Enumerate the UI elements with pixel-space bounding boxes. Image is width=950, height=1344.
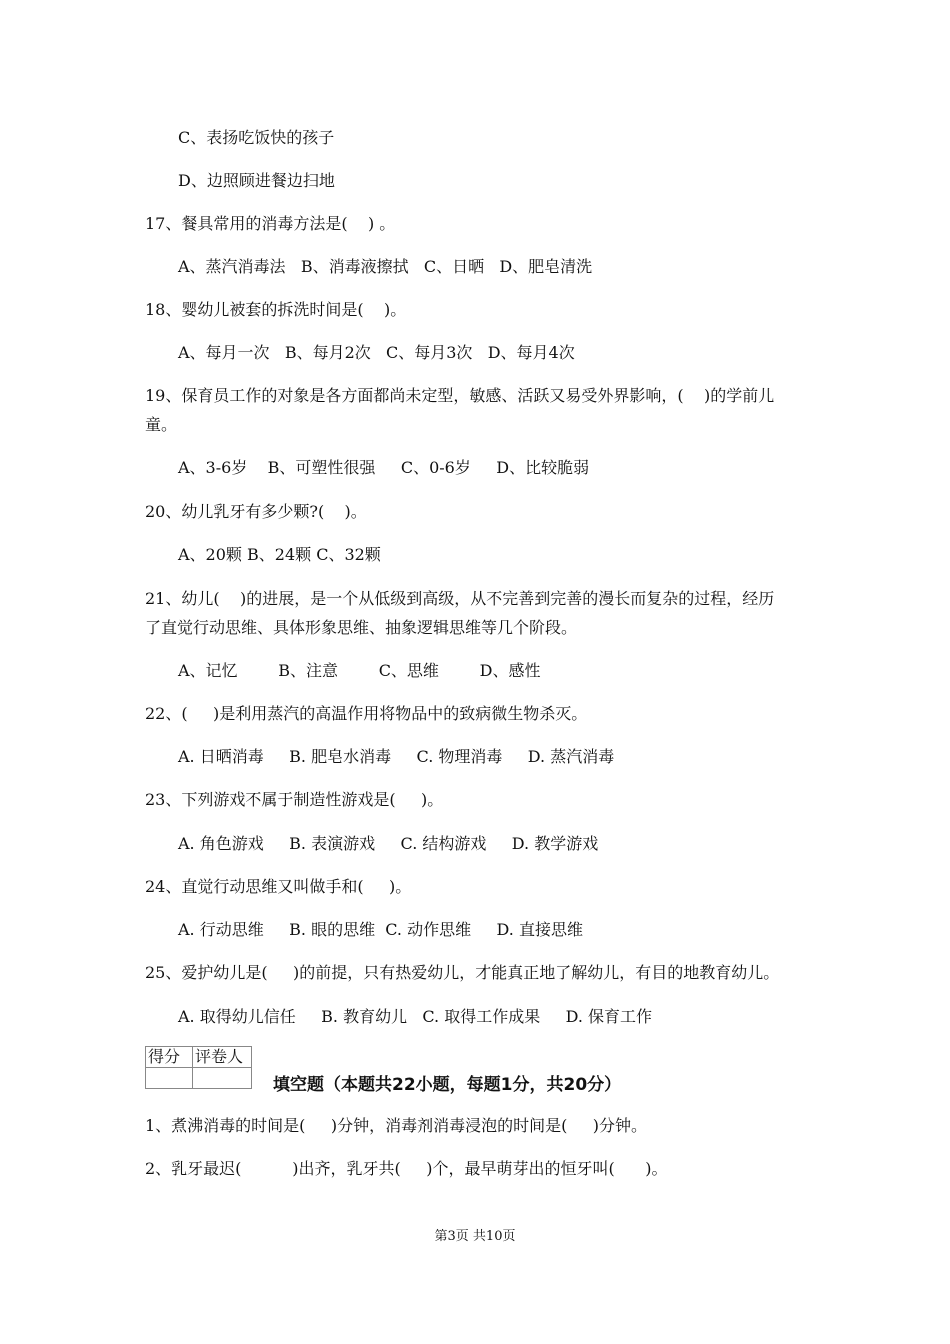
question-18-options: A、每月一次 B、每月2次 C、每月3次 D、每月4次: [178, 343, 575, 362]
fill-blank-1: 1、煮沸消毒的时间是( )分钟，消毒剂消毒浸泡的时间是( )分钟。: [145, 1116, 648, 1135]
question-24-options: A. 行动思维 B. 眼的思维 C. 动作思维 D. 直接思维: [178, 920, 583, 939]
question-21-continued: 了直觉行动思维、具体形象思维、抽象逻辑思维等几个阶段。: [145, 618, 578, 637]
grader-header: 评卷人: [193, 1047, 252, 1068]
question-20: 20、幼儿乳牙有多少颗?( )。: [145, 502, 367, 521]
question-19-continued: 童。: [145, 415, 178, 434]
question-17: 17、餐具常用的消毒方法是( ) 。: [145, 214, 396, 233]
question-17-options: A、蒸汽消毒法 B、消毒液擦拭 C、日晒 D、肥皂清洗: [178, 257, 593, 276]
question-25: 25、爱护幼儿是( )的前提，只有热爱幼儿，才能真正地了解幼儿，有目的地教育幼儿。: [145, 963, 780, 982]
section-title: 填空题（本题共22小题，每题1分，共20分）: [273, 1075, 622, 1095]
q16-option-d: D、边照顾进餐边扫地: [178, 171, 335, 190]
question-25-options: A. 取得幼儿信任 B. 教育幼儿 C. 取得工作成果 D. 保育工作: [178, 1007, 653, 1026]
q16-option-c: C、表扬吃饭快的孩子: [178, 128, 335, 147]
question-21: 21、幼儿( )的进展，是一个从低级到高级，从不完善到完善的漫长而复杂的过程，经历: [145, 589, 775, 608]
score-table: [145, 1046, 252, 1089]
question-19-options: A、3-6岁 B、可塑性很强 C、0-6岁 D、比较脆弱: [178, 458, 590, 477]
question-22: 22、( )是利用蒸汽的高温作用将物品中的致病微生物杀灭。: [145, 704, 588, 723]
question-22-options: A. 日晒消毒 B. 肥皂水消毒 C. 物理消毒 D. 蒸汽消毒: [178, 747, 615, 766]
score-header: 得分: [146, 1047, 193, 1068]
page-footer: 第3页 共10页: [434, 1229, 516, 1244]
fill-blank-2: 2、乳牙最迟( )出齐，乳牙共( )个，最早萌芽出的恒牙叫( )。: [145, 1159, 668, 1178]
question-19: 19、保育员工作的对象是各方面都尚未定型，敏感、活跃又易受外界影响，( )的学前儿: [145, 386, 775, 405]
question-18: 18、婴幼儿被套的拆洗时间是( )。: [145, 300, 407, 319]
question-23-options: A. 角色游戏 B. 表演游戏 C. 结构游戏 D. 教学游戏: [178, 834, 599, 853]
score-cell: [146, 1068, 193, 1089]
question-23: 23、下列游戏不属于制造性游戏是( )。: [145, 790, 444, 809]
question-21-options: A、记忆 B、注意 C、思维 D、感性: [178, 661, 541, 680]
grader-cell: [193, 1068, 252, 1089]
question-24: 24、直觉行动思维又叫做手和( )。: [145, 877, 412, 896]
question-20-options: A、20颗 B、24颗 C、32颗: [178, 545, 381, 564]
